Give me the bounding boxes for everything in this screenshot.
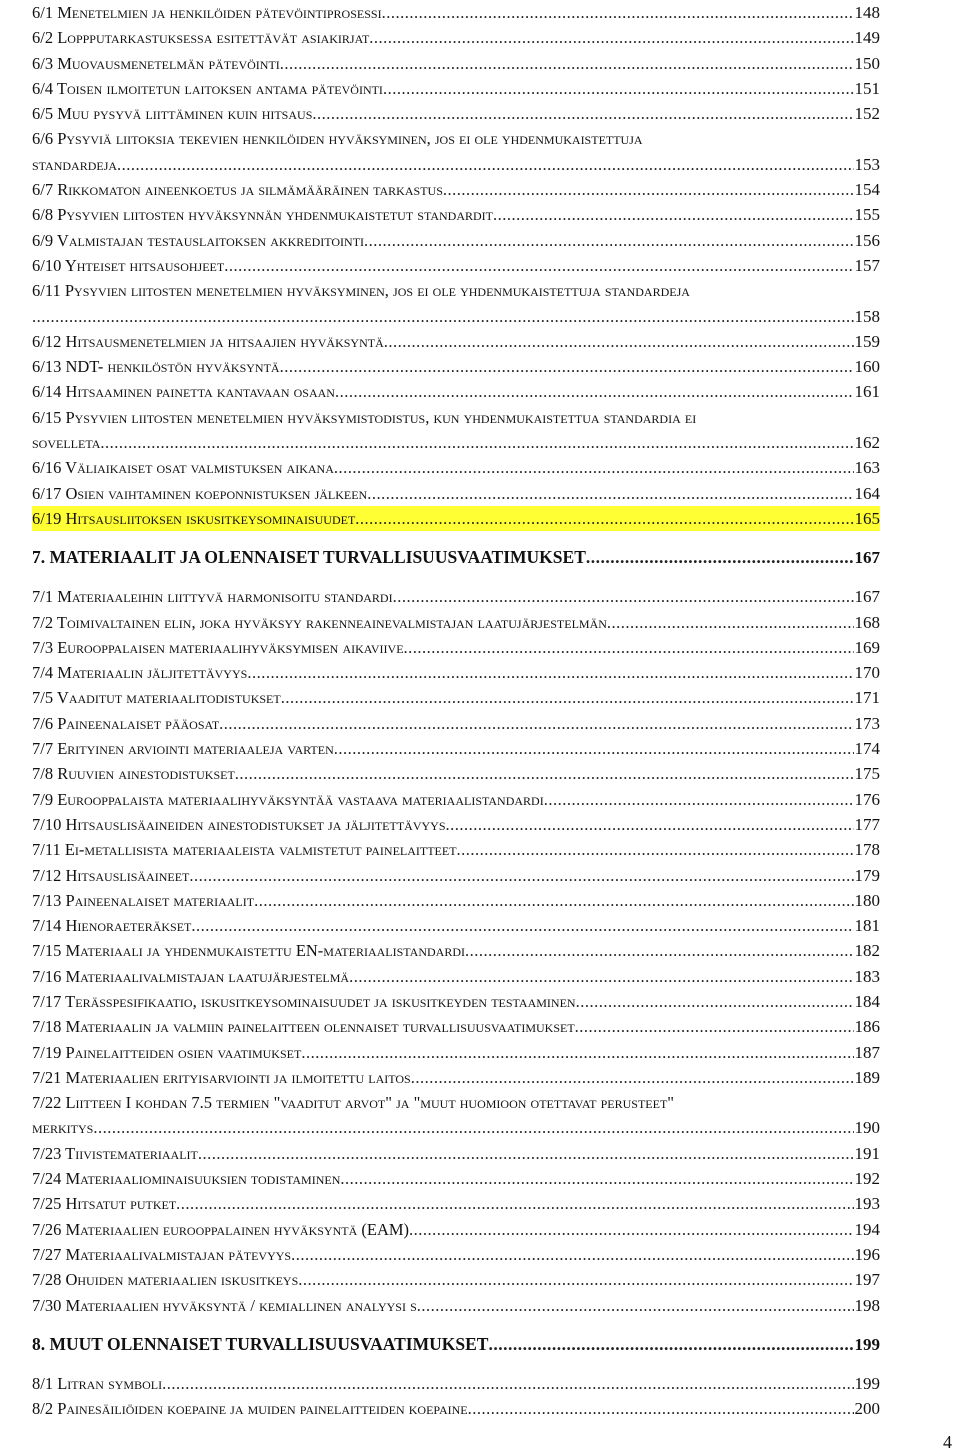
dot-leader (488, 1332, 853, 1357)
toc-entry-title: 7/26 Materiaalien eurooppalainen hyväksyntä (EAM) (32, 1219, 410, 1239)
toc-entry-title: 7/25 Hitsatut putket (32, 1194, 177, 1214)
dot-leader (224, 253, 853, 278)
toc-entry[interactable] (32, 1293, 880, 1318)
toc-entry[interactable] (32, 938, 880, 963)
dot-leader (446, 812, 854, 837)
toc-entry[interactable] (32, 455, 880, 480)
dot-leader (409, 1217, 853, 1242)
toc-entry-title: 7/2 Toimivaltainen elin, joka hyväksyy rakenneainevalmistajan laatujärjestelmän (32, 612, 607, 632)
toc-entry[interactable] (32, 481, 880, 506)
toc-entry-title: 7/13 Paineenalaiset materiaalit (32, 890, 255, 910)
toc-entry[interactable] (32, 685, 880, 710)
toc-entry-title: 7/24 Materiaaliominaisuuksien todistaminen (32, 1169, 341, 1189)
toc-entry[interactable] (32, 1090, 880, 1141)
dot-leader (335, 379, 854, 404)
toc-entry[interactable] (32, 761, 880, 786)
toc-entry-title-continuation: standardeja (32, 154, 118, 174)
toc-page-number: 173 (854, 713, 880, 733)
dot-leader (235, 761, 854, 786)
toc-page-number: 167 (854, 548, 880, 568)
toc-page-number: 156 (854, 230, 880, 250)
toc-page-number: 148 (854, 3, 880, 22)
toc-entry[interactable] (32, 278, 880, 329)
toc-entry-title: 7/28 Ohuiden materiaalien iskusitkeys (32, 1270, 299, 1290)
toc-entry-title: 7/8 Ruuvien ainestodistukset (32, 764, 235, 784)
toc-page-number: 194 (854, 1219, 880, 1239)
dot-leader (176, 1191, 853, 1216)
dot-leader (468, 1396, 854, 1421)
dot-leader (355, 506, 853, 531)
toc-entry[interactable] (32, 0, 880, 25)
toc-page-number: 193 (854, 1194, 880, 1214)
toc-entry-title-continuation: sovelleta (32, 433, 101, 453)
toc-entry[interactable] (32, 812, 880, 837)
toc-page-number: 182 (854, 941, 880, 961)
table-of-contents (32, 0, 880, 1421)
toc-entry-title: 6/1 Menetelmien ja henkilöiden pätevöintiprosessi (32, 3, 382, 22)
toc-page-number: 180 (854, 890, 880, 910)
toc-entry[interactable] (32, 1065, 880, 1090)
toc-entry[interactable] (32, 253, 880, 278)
toc-page-number: 150 (854, 53, 880, 73)
chapter-spacer (32, 1318, 880, 1332)
toc-entry[interactable] (32, 913, 880, 938)
toc-entry[interactable] (32, 25, 880, 50)
toc-entry-title: 7/4 Materiaalin jäljitettävyys (32, 663, 248, 683)
dot-leader (383, 76, 854, 101)
dot-leader (100, 430, 853, 455)
toc-entry-title: 7/1 Materiaaleihin liittyvä harmonisoitu standardi (32, 587, 393, 607)
toc-entry-title: 7/18 Materiaalin ja valmiin painelaitteen olennaiset turvallisuusvaatimukset (32, 1017, 575, 1037)
toc-page-number: 183 (854, 966, 880, 986)
toc-page-number: 168 (854, 612, 880, 632)
dot-leader (443, 177, 854, 202)
toc-entry-title-continuation: merkitys (32, 1118, 94, 1138)
toc-entry[interactable] (32, 989, 880, 1014)
toc-entry-title: 7/7 Erityinen arviointi materiaaleja varten (32, 739, 334, 759)
dot-leader (586, 545, 854, 570)
toc-entry-title: 6/7 Rikkomaton aineenkoetus ja silmämääräinen tarkastus (32, 180, 443, 200)
toc-page-number: 152 (854, 104, 880, 124)
toc-page-number: 190 (854, 1118, 880, 1138)
toc-entry[interactable] (32, 76, 880, 101)
toc-page-number: 162 (854, 433, 880, 453)
toc-entry-title: 6/2 Loppputarkastuksessa esitettävät asiakirjat (32, 28, 370, 48)
toc-entry-title: 8. MUUT OLENNAISET TURVALLISUUSVAATIMUKSET (32, 1333, 489, 1354)
toc-page-number: 175 (854, 764, 880, 784)
toc-entry-title: 8/2 Painesäiliöiden koepaine ja muiden painelaitteiden koepaine (32, 1399, 468, 1419)
toc-entry-title: 6/14 Hitsaaminen painetta kantavaan osaan (32, 382, 335, 402)
dot-leader (382, 0, 854, 25)
toc-page-number: 186 (854, 1017, 880, 1037)
dot-leader (291, 1242, 853, 1267)
dot-leader (32, 304, 854, 329)
toc-page-number: 184 (854, 991, 880, 1011)
toc-page-number: 177 (854, 814, 880, 834)
toc-entry-title: 7/17 Terässpesifikaatio, iskusitkeysominaisuudet ja iskusitkeyden testaaminen (32, 991, 576, 1011)
toc-chapter-heading[interactable] (32, 1332, 880, 1357)
dot-leader (576, 989, 854, 1014)
dot-leader (457, 837, 854, 862)
toc-entry-title: 6/9 Valmistajan testauslaitoksen akkreditointi (32, 230, 365, 250)
toc-page-number: 160 (854, 357, 880, 377)
dot-leader (312, 101, 853, 126)
toc-entry[interactable] (32, 177, 880, 202)
toc-entry-title: 6/4 Toisen ilmoitetun laitoksen antama pätevöinti (32, 78, 383, 98)
dot-leader (281, 685, 854, 710)
dot-leader (219, 711, 853, 736)
toc-entry[interactable] (32, 837, 880, 862)
toc-page-number: 154 (854, 180, 880, 200)
toc-entry[interactable] (32, 711, 880, 736)
toc-entry[interactable] (32, 1217, 880, 1242)
toc-entry-title: 7/16 Materiaalivalmistajan laatujärjestelmä (32, 966, 350, 986)
dot-leader (404, 635, 854, 660)
toc-page-number: 161 (854, 382, 880, 402)
toc-entry-title: 7/15 Materiaali ja yhdenmukaistettu EN-materiaalistandardi (32, 941, 466, 961)
toc-entry[interactable] (32, 787, 880, 812)
dot-leader (575, 1014, 854, 1039)
toc-entry-title: 6/3 Muovausmenetelmän pätevöinti (32, 53, 280, 73)
toc-page-number: 155 (854, 205, 880, 225)
dot-leader (93, 1115, 853, 1140)
chapter-spacer (32, 570, 880, 584)
toc-entry-title: 6/17 Osien vaihtaminen koeponnistuksen jälkeen (32, 483, 368, 503)
toc-entry[interactable] (32, 329, 880, 354)
toc-entry-title: 6/16 Väliaikaiset osat valmistuksen aikana (32, 458, 334, 478)
toc-page-number: 164 (854, 483, 880, 503)
dot-leader (340, 1166, 853, 1191)
toc-entry-title: 7/23 Tiivistemateriaalit (32, 1143, 198, 1163)
toc-entry-title: 7/14 Hienoraeteräkset (32, 916, 192, 936)
toc-page-number: 165 (854, 508, 880, 528)
dot-leader (334, 736, 854, 761)
dot-leader (162, 1371, 853, 1396)
toc-entry[interactable] (32, 506, 880, 531)
toc-page-number: 149 (854, 28, 880, 48)
dot-leader (607, 610, 854, 635)
toc-page-number: 178 (854, 840, 880, 860)
toc-page-number: 169 (854, 637, 880, 657)
toc-page-number: 187 (854, 1042, 880, 1062)
toc-entry[interactable] (32, 202, 880, 227)
dot-leader (367, 481, 853, 506)
toc-entry[interactable] (32, 635, 880, 660)
toc-entry[interactable] (32, 1141, 880, 1166)
toc-page-number: 196 (854, 1244, 880, 1264)
toc-entry-title: 6/8 Pysyvien liitosten hyväksynnän yhdenmukaistetut standardit (32, 205, 494, 225)
dot-leader (544, 787, 854, 812)
toc-page-number: 197 (854, 1270, 880, 1290)
toc-page-number: 179 (854, 865, 880, 885)
toc-entry-title: 6/11 Pysyvien liitosten menetelmien hyväksyminen, jos ei ole yhdenmukaistettuja standardeja (32, 281, 690, 301)
toc-entry[interactable] (32, 610, 880, 635)
dot-leader (280, 51, 854, 76)
toc-page-number: 181 (854, 916, 880, 936)
toc-entry[interactable] (32, 863, 880, 888)
toc-entry-title: 7/30 Materiaalien hyväksyntä / kemiallinen analyysi s (32, 1295, 417, 1315)
toc-entry-title: 7/12 Hitsauslisäaineet (32, 865, 190, 885)
toc-page-number: 170 (854, 663, 880, 683)
toc-entry[interactable] (32, 584, 880, 609)
dot-leader (198, 1141, 854, 1166)
toc-entry[interactable] (32, 1191, 880, 1216)
toc-entry-title: 7/11 Ei-metallisista materiaaleista valmistetut painelaitteet (32, 840, 457, 860)
toc-entry-title: 6/19 Hitsausliitoksen iskusitkeysominaisuudet (32, 508, 356, 528)
dot-leader (254, 888, 853, 913)
toc-page-number: 171 (854, 688, 880, 708)
toc-entry[interactable] (32, 101, 880, 126)
dot-leader (384, 329, 854, 354)
dot-leader (247, 660, 853, 685)
toc-entry-title: 6/6 Pysyviä liitoksia tekevien henkilöiden hyväksyminen, jos ei ole yhdenmukaistettuja (32, 129, 643, 149)
toc-entry-title: 7/21 Materiaalien erityisarviointi ja ilmoitettu laitos (32, 1067, 411, 1087)
toc-entry[interactable] (32, 228, 880, 253)
dot-leader (280, 354, 854, 379)
toc-page-number: 158 (854, 306, 880, 326)
dot-leader (189, 863, 853, 888)
toc-page-number: 163 (854, 458, 880, 478)
dot-leader (369, 25, 853, 50)
page-number: 4 (943, 1432, 952, 1452)
dot-leader (301, 1040, 853, 1065)
toc-entry[interactable] (32, 660, 880, 685)
dot-leader (349, 964, 853, 989)
toc-entry-title: 6/13 NDT- henkilöstön hyväksyntä (32, 357, 280, 377)
dot-leader (298, 1267, 853, 1292)
toc-entry[interactable] (32, 1267, 880, 1292)
toc-entry-title: 7/22 Liitteen I kohdan 7.5 termien "vaaditut arvot" ja "muut huomioon otettavat perusteet" (32, 1093, 675, 1113)
toc-entry-title: 6/12 Hitsausmenetelmien ja hitsaajien hyväksyntä (32, 331, 384, 351)
toc-entry[interactable] (32, 354, 880, 379)
toc-entry[interactable] (32, 1014, 880, 1039)
toc-entry[interactable] (32, 1166, 880, 1191)
toc-entry-title: 7. MATERIAALIT JA OLENNAISET TURVALLISUUSVAATIMUKSET (32, 547, 586, 568)
toc-entry-title: 7/27 Materiaalivalmistajan pätevyys (32, 1244, 292, 1264)
dot-leader (493, 202, 853, 227)
toc-page-number: 174 (854, 739, 880, 759)
toc-entry-title: 7/10 Hitsauslisäaineiden ainestodistukset ja jäljitettävyys (32, 814, 446, 834)
toc-entry[interactable] (32, 51, 880, 76)
dot-leader (393, 584, 854, 609)
toc-page-number: 199 (854, 1334, 880, 1354)
toc-entry[interactable] (32, 1396, 880, 1421)
toc-page-number: 151 (854, 78, 880, 98)
toc-page-number: 198 (854, 1295, 880, 1315)
dot-leader (411, 1065, 854, 1090)
toc-page-number: 189 (854, 1067, 880, 1087)
chapter-spacer (32, 531, 880, 545)
toc-entry-title: 7/3 Eurooppalaisen materiaalihyväksymisen aikaviive (32, 637, 404, 657)
chapter-spacer (32, 1357, 880, 1371)
toc-entry-title: 7/6 Paineenalaiset pääosat (32, 713, 220, 733)
toc-entry-title: 6/5 Muu pysyvä liittäminen kuin hitsaus (32, 104, 313, 124)
dot-leader (191, 913, 853, 938)
toc-page-number: 191 (854, 1143, 880, 1163)
toc-entry-title: 6/10 Yhteiset hitsausohjeet (32, 255, 225, 275)
toc-page-number: 167 (854, 587, 880, 607)
toc-entry-title: 8/1 Litran symboli (32, 1373, 163, 1393)
dot-leader (334, 455, 854, 480)
toc-page-number: 200 (854, 1399, 880, 1419)
toc-page-number: 159 (854, 331, 880, 351)
toc-entry-title: 7/19 Painelaitteiden osien vaatimukset (32, 1042, 302, 1062)
dot-leader (117, 152, 853, 177)
toc-page-number: 157 (854, 255, 880, 275)
toc-page-number: 153 (854, 154, 880, 174)
dot-leader (417, 1293, 854, 1318)
toc-entry[interactable] (32, 379, 880, 404)
toc-entry[interactable] (32, 1242, 880, 1267)
toc-entry-title: 7/9 Eurooppalaista materiaalihyväksyntää vastaava materiaalistandardi (32, 789, 544, 809)
toc-entry[interactable] (32, 964, 880, 989)
dot-leader (465, 938, 853, 963)
toc-entry[interactable] (32, 1371, 880, 1396)
toc-chapter-heading[interactable] (32, 545, 880, 570)
toc-entry[interactable] (32, 405, 880, 456)
toc-entry[interactable] (32, 126, 880, 177)
toc-page-number: 192 (854, 1169, 880, 1189)
dot-leader (364, 228, 853, 253)
toc-page-number: 199 (854, 1373, 880, 1393)
toc-entry-title: 7/5 Vaaditut materiaalitodistukset (32, 688, 281, 708)
toc-page-number: 176 (854, 789, 880, 809)
toc-entry[interactable] (32, 888, 880, 913)
toc-entry-title: 6/15 Pysyvien liitosten menetelmien hyväksymistodistus, kun yhdenmukaistettua standardia ei (32, 407, 697, 427)
toc-entry[interactable] (32, 1040, 880, 1065)
toc-entry[interactable] (32, 736, 880, 761)
